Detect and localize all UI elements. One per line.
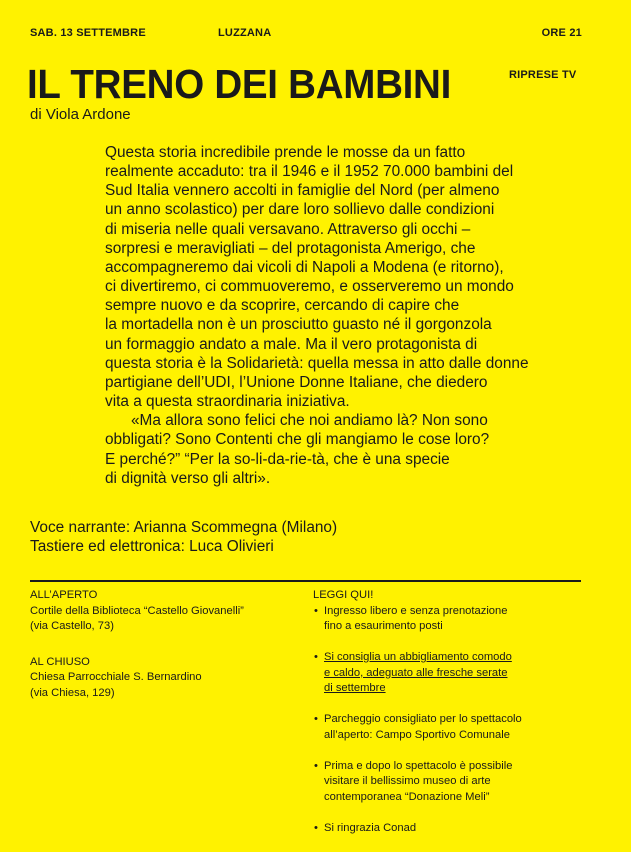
note-line: e caldo, adeguato alle fresche serate bbox=[324, 666, 508, 679]
venue-indoor bbox=[30, 655, 300, 702]
text-line: realmente accaduto: tra il 1946 e il 1952 70.000 bambini del bbox=[105, 163, 514, 181]
event-time: ORE 21 bbox=[541, 27, 582, 39]
description bbox=[105, 143, 575, 488]
text-line: Sud Italia vennero accolti in famiglie del Nord (per almeno bbox=[105, 182, 500, 200]
venue-label: AL CHIUSO bbox=[30, 655, 90, 668]
notes-list bbox=[313, 604, 581, 837]
tv-badge: RIPRESE TV bbox=[509, 69, 577, 81]
venue-address: Chiesa Parrocchiale S. Bernardino bbox=[30, 671, 202, 683]
note-line: di settembre bbox=[324, 682, 386, 694]
venue-outdoor bbox=[30, 588, 300, 635]
event-date: SAB. 13 SETTEMBRE bbox=[30, 27, 146, 39]
divider bbox=[30, 580, 581, 582]
text-line: sorpresi e meravigliati – del protagonista Amerigo, che bbox=[105, 239, 476, 257]
note-line: • Si consiglia un abbigliamento comodo bbox=[324, 651, 512, 663]
quote-paragraph bbox=[105, 411, 575, 488]
venue-label: ALL’APERTO bbox=[30, 589, 98, 601]
text-line: Questa storia incredibile prende le mosse da un fatto bbox=[105, 144, 466, 161]
venues bbox=[30, 588, 300, 721]
description-paragraph bbox=[105, 143, 575, 411]
text-line: partigiane dell’UDI, l’Unione Donne Italiane, che diedero bbox=[105, 373, 488, 391]
text-line: sempre nuovo e da scoprire, cercando di capire che bbox=[105, 297, 460, 315]
venue-street: (via Castello, 73) bbox=[30, 620, 114, 632]
text-line: vita a questa straordinaria iniziativa. bbox=[105, 393, 350, 411]
text-line: di miseria nelle quali versavano. Attraverso gli occhi – bbox=[105, 220, 471, 238]
quote-line: obbligati? Sono Contenti che gli mangiamo le cose loro? bbox=[105, 431, 490, 449]
text-line: questa storia è la Solidarietà: quella messa in atto dalle donne bbox=[105, 354, 529, 372]
text-line: ci divertiremo, ci commuoveremo, e osserveremo un mondo bbox=[105, 278, 514, 296]
note-line: visitare il bellissimo museo di arte bbox=[324, 775, 491, 787]
venue-address: Cortile della Biblioteca “Castello Giovanelli” bbox=[30, 604, 244, 617]
list-item bbox=[313, 759, 581, 806]
text-line: la mortadella non è un prosciutto guasto né il gorgonzola bbox=[105, 316, 492, 334]
venue-street: (via Chiesa, 129) bbox=[30, 686, 115, 699]
quote-line: «Ma allora sono felici che noi andiamo là? Non sono bbox=[131, 412, 488, 430]
author-line: di Viola Ardone bbox=[30, 106, 131, 123]
event-location: LUZZANA bbox=[218, 27, 272, 39]
list-item bbox=[313, 604, 581, 635]
info-notes bbox=[313, 588, 581, 852]
page-title: IL TRENO DEI BAMBINI bbox=[27, 61, 452, 107]
quote-line: di dignità verso gli altri». bbox=[105, 469, 271, 487]
list-item bbox=[313, 712, 581, 743]
text-line: un anno scolastico) per dare loro sollievo dalle condizioni bbox=[105, 201, 495, 219]
note-line: • Si ringrazia Conad bbox=[324, 821, 417, 834]
note-line: • Prima e dopo lo spettacolo è possibile bbox=[324, 759, 513, 772]
text-line: accompagneremo dai vicoli di Napoli a Modena (e ritorno), bbox=[105, 258, 504, 276]
note-line: • Ingresso libero e senza prenotazione bbox=[324, 604, 508, 617]
credit-narrator: Voce narrante: Arianna Scommegna (Milano) bbox=[30, 519, 338, 536]
note-line: • Parcheggio consigliato per lo spettacolo bbox=[324, 713, 522, 725]
note-line: fino a esaurimento posti bbox=[324, 620, 443, 632]
list-item bbox=[313, 821, 581, 837]
note-line: all’aperto: Campo Sportivo Comunale bbox=[324, 728, 510, 741]
text-line: un formaggio andato a male. Ma il vero protagonista di bbox=[105, 335, 478, 353]
credits bbox=[30, 518, 337, 556]
credit-music: Tastiere ed elettronica: Luca Olivieri bbox=[30, 538, 274, 555]
quote-line: E perché?” “Per la so-li-da-rie-tà, che è una specie bbox=[105, 450, 450, 468]
list-item bbox=[313, 650, 581, 697]
notes-heading: LEGGI QUI! bbox=[313, 589, 374, 601]
note-line: contemporanea “Donazione Meli” bbox=[324, 790, 490, 803]
